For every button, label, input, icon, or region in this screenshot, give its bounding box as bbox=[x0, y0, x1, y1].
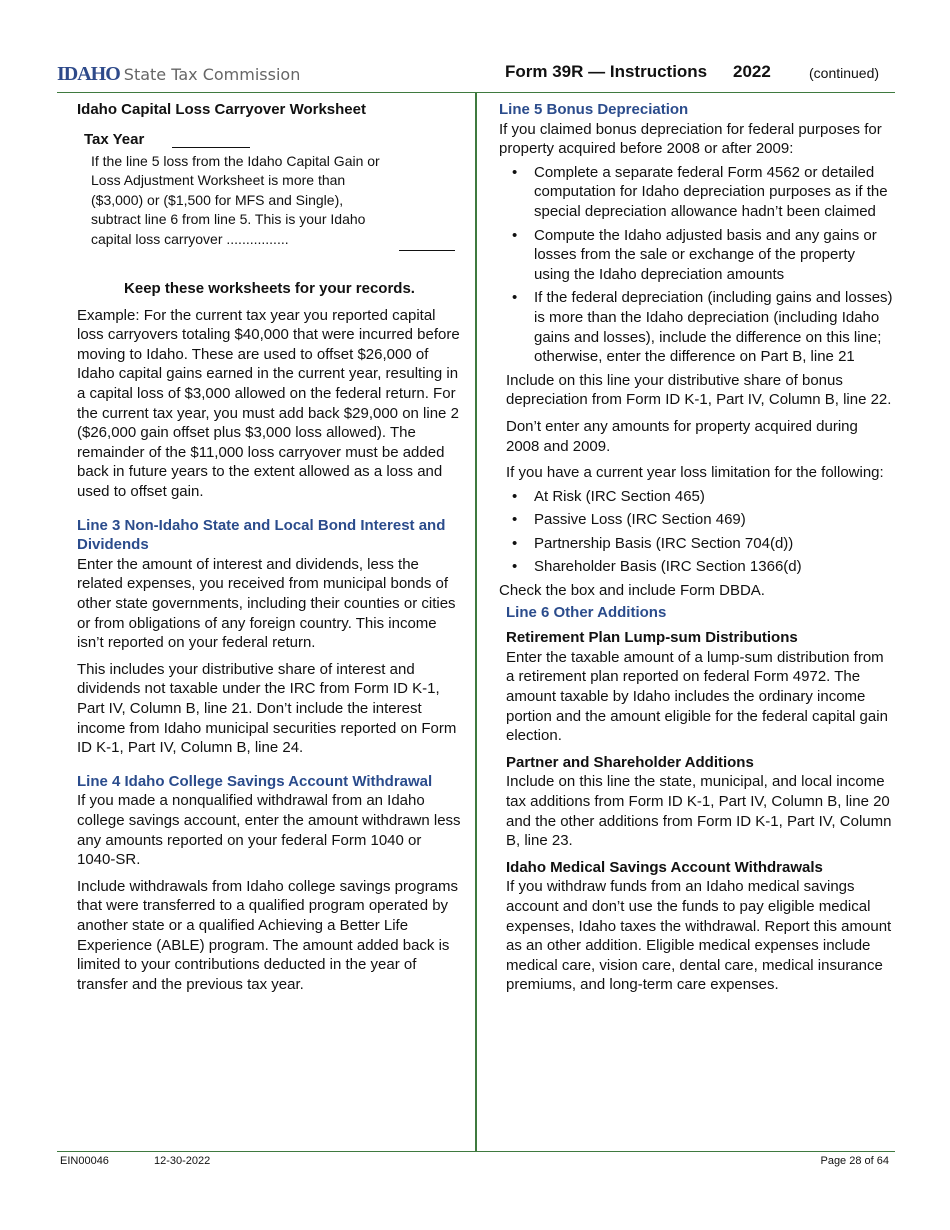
line5-bullet-list bbox=[499, 163, 895, 367]
list-item: • Shareholder Basis (IRC Section 1366(d) bbox=[506, 557, 895, 577]
list-item: • Complete a separate federal Form 4562 or detailed computation for Idaho depreciation purposes as if the special depreciation allowance hadn’t been claimed bbox=[506, 163, 895, 222]
list-item: • Partnership Basis (IRC Section 704(d)) bbox=[506, 534, 895, 554]
line3-heading: Line 3 Non-Idaho State and Local Bond Interest and Dividends bbox=[77, 516, 446, 554]
list-item: • Compute the Idaho adjusted basis and any gains or losses from the sale or exchange of the property using the Idaho depreciation amounts bbox=[506, 226, 895, 285]
example-paragraph: Example: For the current tax year you reported capital loss carryovers totaling $40,000 that were incurred before moving to Idaho. These are used to offset $26,000 of Idaho capital gains earned in the current year, resulting in a capital loss of $3,000 allowed on the federal return. For the current tax year, you must add back $29,000 on line 2 ($26,000 gain offset plus $3,000 loss allowed). The remainder of the $11,000 loss carryover must be added back in future years to the extent allowed as a loss and used to offset gain. bbox=[77, 306, 460, 501]
loss-limitation-list bbox=[499, 487, 895, 577]
line5-paragraph-3: Don’t enter any amounts for property acquired during 2008 and 2009. bbox=[506, 417, 858, 455]
footer-date: 12-30-2022 bbox=[154, 1155, 211, 1167]
tax-year-label: Tax Year bbox=[84, 130, 145, 148]
continued-label: (continued) bbox=[809, 65, 880, 81]
msa-text: If you withdraw funds from an Idaho medical savings account and don’t use the funds to pay eligible medical expenses, Idaho taxes the withdrawal. Report this amount as an other addition. Eligible medical expenses include medical care, vision care, dental care, medical insurance premiums, and long-term care expenses. bbox=[506, 878, 892, 994]
line4-paragraph-2: Include withdrawals from Idaho college savings programs that were transferred to a qualified program operated by another state or a qualified Achieving a Better Life Experience (ABLE) program. The amount added back is limited to your contributions deducted in the year of transfer and the previous tax year. bbox=[77, 877, 459, 993]
partner-text: Include on this line the state, municipal, and local income tax additions from Form ID K-1, Part IV, Column B, line 20 and the other additions from Form ID K-1, Part IV, Column B, line 23. bbox=[506, 773, 892, 850]
partner-heading: Partner and Shareholder Additions bbox=[506, 753, 754, 771]
worksheet-title: Idaho Capital Loss Carryover Worksheet bbox=[77, 101, 366, 118]
worksheet-text: If the line 5 loss from the Idaho Capital Gain or Loss Adjustment Worksheet is more than ($3,000) or ($1,500 for MFS and Single), subtract line 6 from line 5. This is your Idaho capital loss carryover ................ bbox=[91, 152, 380, 247]
form-year: 2022 bbox=[733, 62, 771, 81]
line5-paragraph-5: Check the box and include Form DBDA. bbox=[499, 582, 765, 600]
tax-year-row bbox=[84, 130, 462, 152]
list-item: • Passive Loss (IRC Section 469) bbox=[506, 510, 895, 530]
list-item: • At Risk (IRC Section 465) bbox=[506, 487, 895, 507]
keep-note: Keep these worksheets for your records. bbox=[124, 280, 415, 298]
idaho-logo bbox=[57, 63, 300, 86]
carryover-blank bbox=[399, 250, 455, 251]
column-divider bbox=[475, 92, 477, 1151]
page-header bbox=[57, 58, 895, 93]
msa-heading: Idaho Medical Savings Account Withdrawals bbox=[506, 858, 823, 876]
line6-heading: Line 6 Other Additions bbox=[506, 603, 667, 621]
right-column bbox=[499, 100, 895, 1002]
logo-mark: IDAHO bbox=[57, 63, 120, 85]
line5-paragraph-4: If you have a current year loss limitation for the following: bbox=[506, 464, 884, 482]
agency-name: State Tax Commission bbox=[123, 65, 301, 84]
footer-rule bbox=[57, 1151, 895, 1152]
retirement-text: Enter the taxable amount of a lump-sum distribution from a retirement plan reported on federal Form 4972. The amount taxable by Idaho includes the ordinary income portion and the amount eligible for the federal capital gain election. bbox=[506, 648, 888, 745]
form-title: Form 39R — Instructions bbox=[505, 62, 708, 81]
retirement-heading: Retirement Plan Lump-sum Distributions bbox=[506, 629, 798, 647]
left-column bbox=[77, 100, 462, 1001]
line4-heading: Line 4 Idaho College Savings Account Withdrawal bbox=[77, 772, 433, 790]
line5-intro: If you claimed bonus depreciation for federal purposes for property acquired before 2008 or after 2009: bbox=[499, 120, 882, 158]
line3-paragraph-2: This includes your distributive share of interest and dividends not taxable under the IRC from Form ID K-1, Part IV, Column B, line 21. Don’t include the interest income from Idaho municipal securities reported on Form ID K-1, Part IV, Column B, line 24. bbox=[77, 660, 457, 757]
line5-heading: Line 5 Bonus Depreciation bbox=[499, 101, 689, 118]
tax-year-blank bbox=[172, 147, 250, 148]
list-item: • If the federal depreciation (including gains and losses) is more than the Idaho depreciation (including Idaho gains and losses), include the difference on this line; otherwise, enter the difference on Part B, line 21 bbox=[506, 288, 895, 366]
line3-paragraph-1: Enter the amount of interest and dividends, less the related expenses, you received from municipal bonds of other state governments, including their counties or cities or from obligations of any foreign country. This income isn’t reported on your federal return. bbox=[77, 555, 456, 652]
footer-page-number: Page 28 of 64 bbox=[820, 1155, 889, 1167]
footer-code: EIN00046 bbox=[60, 1155, 109, 1167]
line4-paragraph-1: If you made a nonqualified withdrawal from an Idaho college savings account, enter the amount withdrawn less any amounts reported on your federal Form 1040 or 1040-SR. bbox=[77, 792, 461, 869]
line5-paragraph-2: Include on this line your distributive share of bonus depreciation from Form ID K-1, Part IV, Column B, line 22. bbox=[506, 371, 892, 409]
